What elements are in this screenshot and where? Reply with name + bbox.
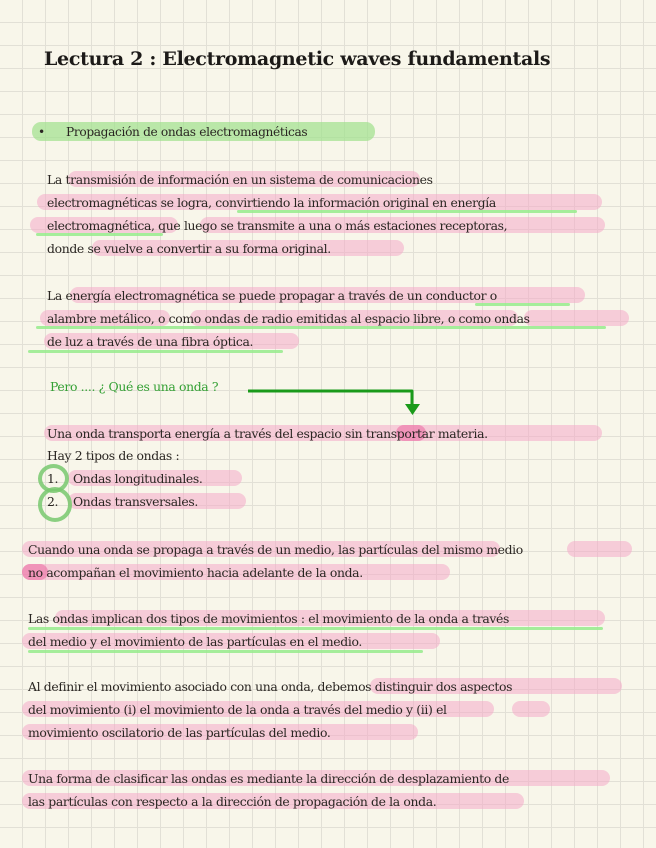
types-intro: Hay 2 tipos de ondas : [47,448,180,463]
underline [28,650,423,653]
paragraph-line: no acompañan el movimiento hacia adelante de la onda. [28,565,363,580]
paragraph-line: del movimiento (i) el movimiento de la onda a través del medio y (ii) el [28,702,447,717]
paragraph-line: del medio y el movimiento de las partículas en el medio. [28,634,362,649]
list-item: Ondas transversales. [73,494,198,509]
paragraph-line: La energía electromagnética se puede propagar a través de un conductor o [47,288,497,303]
paragraph-line: electromagnética, que luego se transmite a una o más estaciones receptoras, [47,218,508,233]
paragraph-line: donde se vuelve a convertir a su forma original. [47,241,331,256]
question-annotation: Pero .... ¿ Qué es una onda ? [50,379,219,394]
list-item: Ondas longitudinales. [73,471,203,486]
bullet-text: Propagación de ondas electromagnéticas [66,125,308,139]
highlight [567,541,632,557]
paragraph-line: Una forma de clasificar las ondas es mediante la dirección de desplazamiento de [28,771,509,786]
bullet-marker: • [38,125,45,139]
underline [28,627,603,630]
paragraph-line: La transmisión de información en un sistema de comunicaciones [47,172,433,187]
highlight [512,701,550,717]
page-title: Lectura 2 : Electromagnetic waves fundamentals [44,48,551,70]
paragraph-line: alambre metálico, o como ondas de radio emitidas al espacio libre, o como ondas [47,311,530,326]
paragraph-line: electromagnéticas se logra, convirtiendo la información original en energía [47,195,496,210]
paragraph-line: las partículas con respecto a la dirección de propagación de la onda. [28,794,437,809]
paragraph-line: Al definir el movimiento asociado con una onda, debemos distinguir dos aspectos [28,679,513,694]
definition-text: Una onda transporta energía a través del espacio sin transportar materia. [47,426,488,441]
paragraph-line: de luz a través de una fibra óptica. [47,334,254,349]
list-number: 2. [47,494,59,509]
paragraph-line: Cuando una onda se propaga a través de un medio, las partículas del mismo medio [28,542,523,557]
paragraph-line: movimiento oscilatorio de las partículas del medio. [28,725,331,740]
list-number: 1. [47,471,59,486]
paragraph-line: Las ondas implican dos tipos de movimientos : el movimiento de la onda a través [28,611,510,626]
